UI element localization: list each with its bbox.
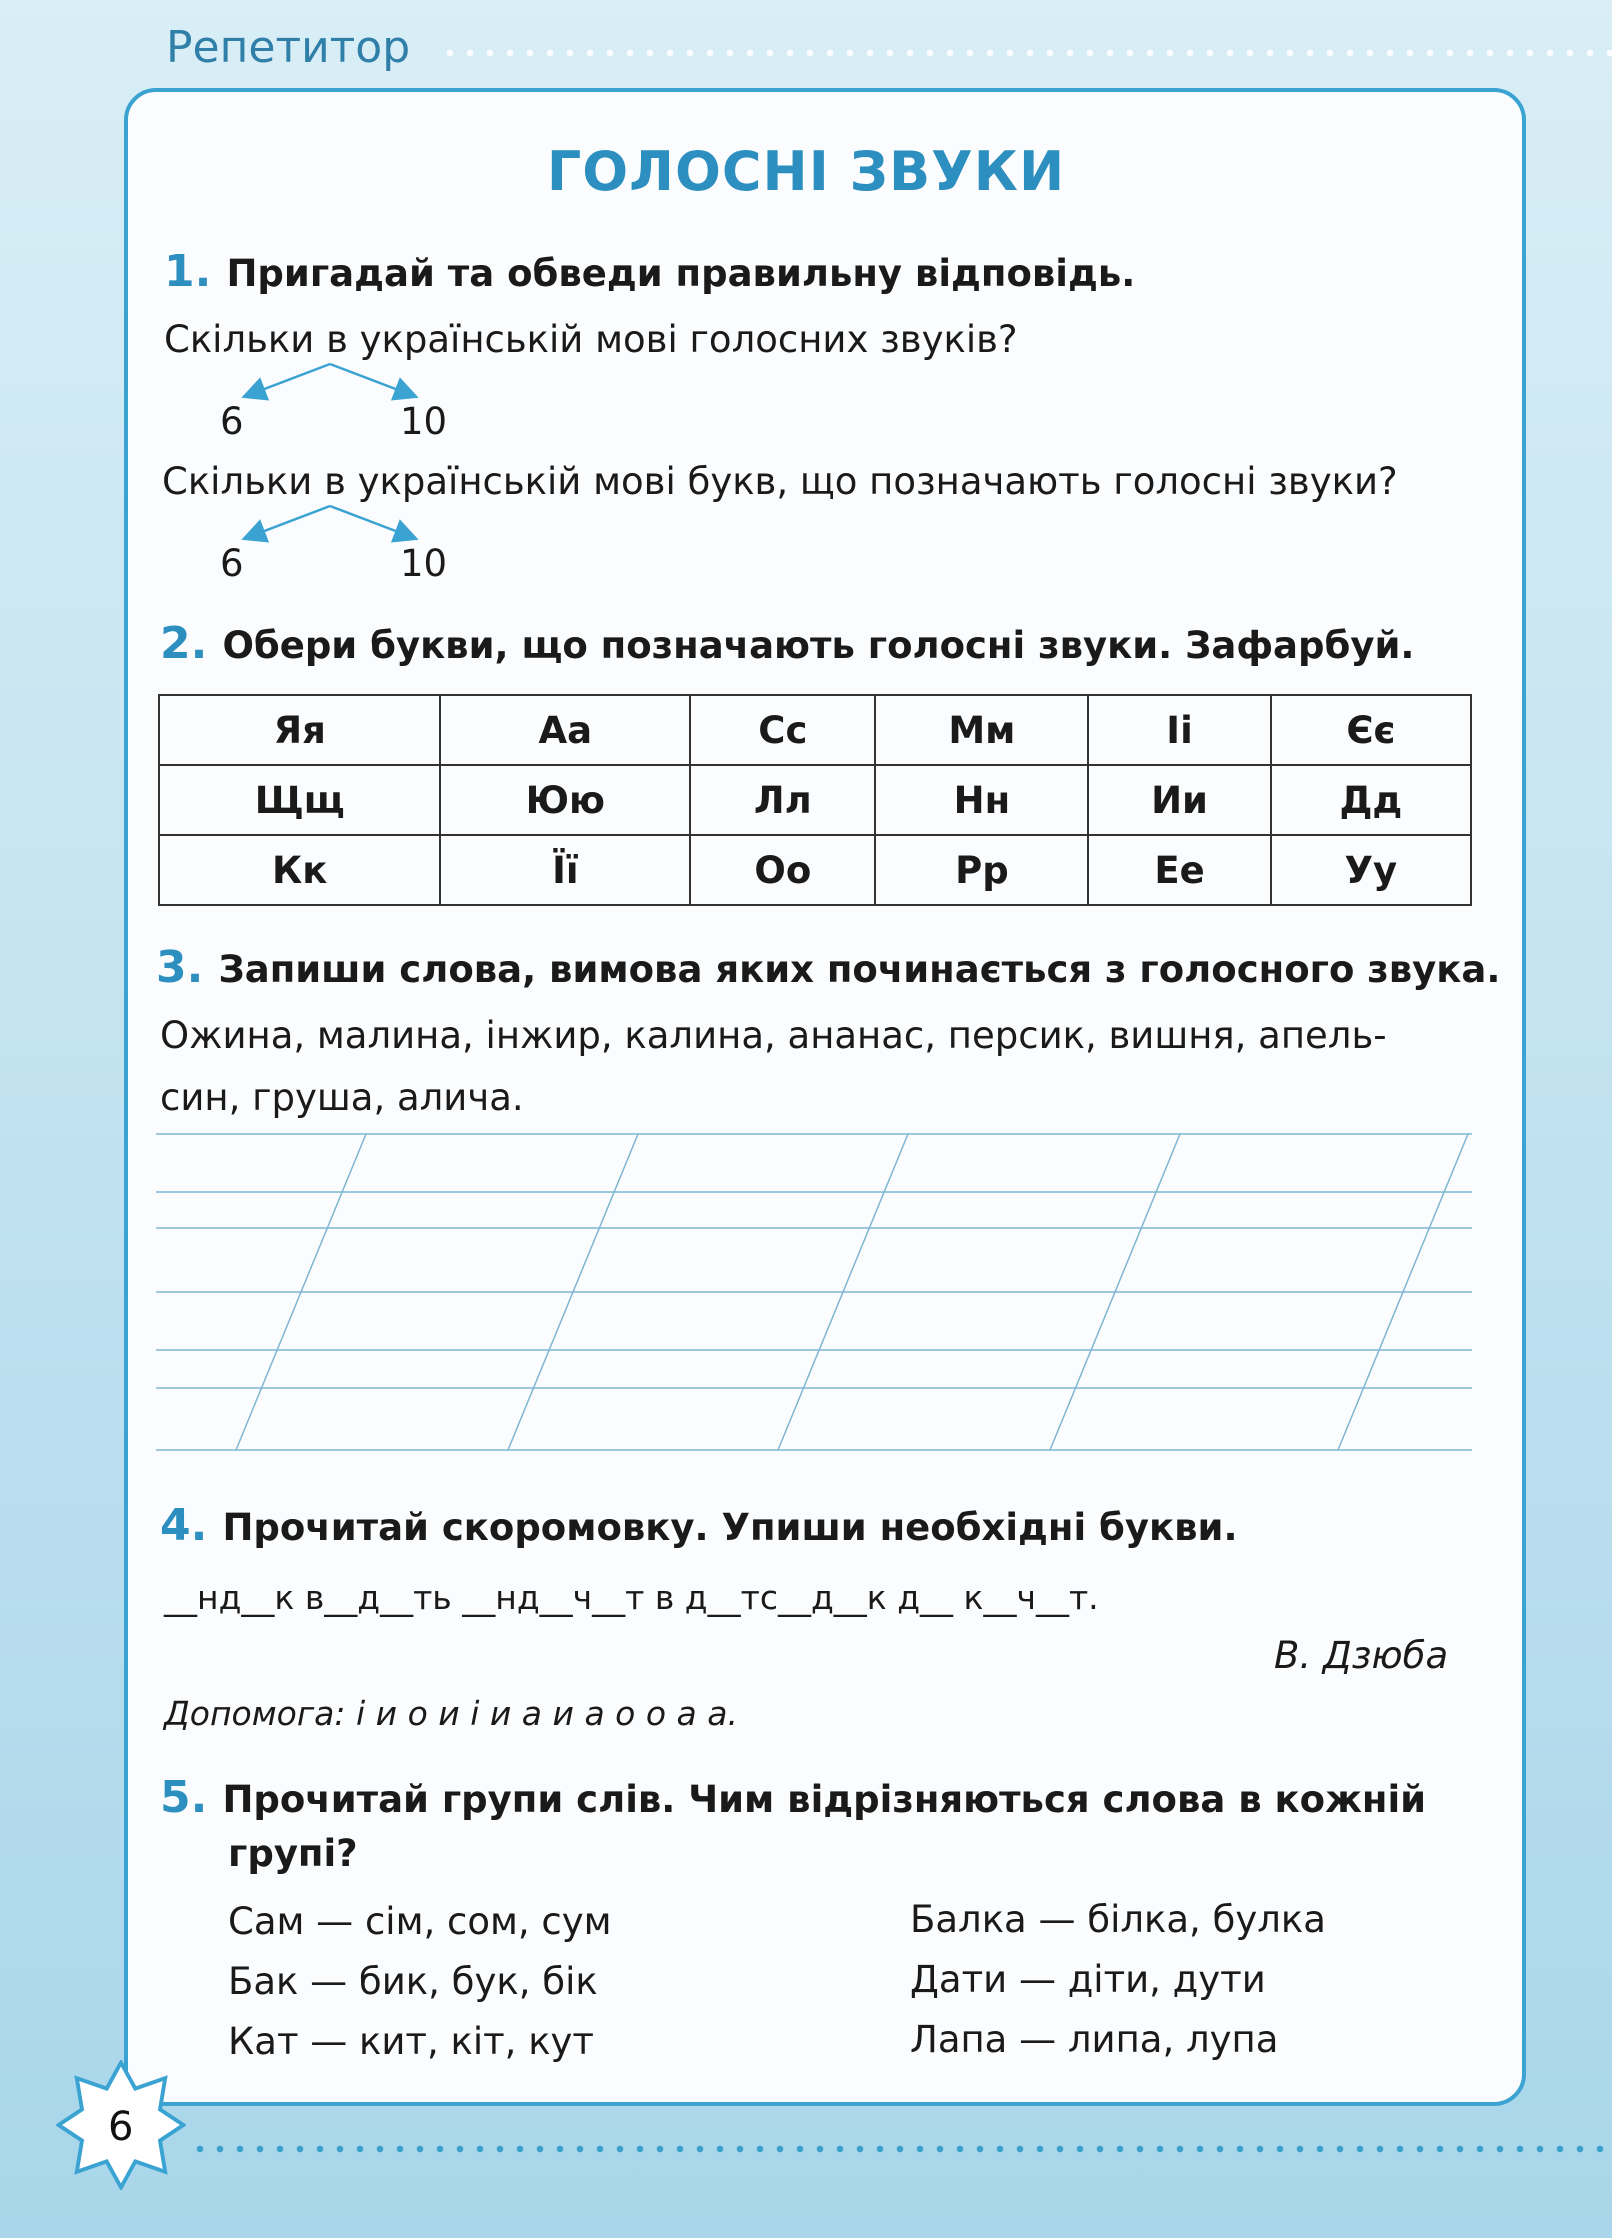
task2 [160, 618, 1414, 669]
task5-instruction-line2: групі? [228, 1832, 358, 1875]
letter-cell[interactable]: Яя [159, 695, 440, 765]
letter-cell[interactable]: Кк [159, 835, 440, 905]
letter-cell[interactable]: Мм [875, 695, 1088, 765]
letter-cell[interactable]: Дд [1271, 765, 1471, 835]
task1-question2: Скільки в українській мові букв, що позначають голосні звуки? [162, 460, 1398, 503]
letters-table [158, 694, 1472, 906]
q1-option-10[interactable]: 10 [400, 400, 448, 443]
letter-cell[interactable]: Нн [875, 765, 1088, 835]
letter-cell[interactable]: Єє [1271, 695, 1471, 765]
bottom-dot-decoration [190, 2144, 1612, 2154]
list-item: Дати — діти, дути [910, 1958, 1266, 2001]
q1-option-6[interactable]: 6 [220, 400, 244, 443]
page-title: ГОЛОСНІ ЗВУКИ [546, 140, 1066, 203]
task5-number: 5. [160, 1772, 208, 1823]
table-row [159, 765, 1471, 835]
header-title: Репетитор [166, 22, 411, 73]
tongue-twister[interactable]: __нд__к в__д__ть __нд__ч__т в д__тс__д__к д__ к__ч__т. [164, 1578, 1099, 1617]
q2-arrows [230, 502, 430, 544]
task1-question1: Скільки в українській мові голосних звуків? [164, 318, 1018, 361]
task1-number: 1. [164, 246, 212, 297]
author: В. Дзюба [1274, 1634, 1449, 1677]
letter-cell[interactable]: Оо [690, 835, 875, 905]
task3-number: 3. [156, 942, 204, 993]
list-item: Балка — білка, булка [910, 1898, 1326, 1941]
letter-cell[interactable]: Уу [1271, 835, 1471, 905]
task5-instruction-line1: Прочитай групи слів. Чим відрізняються слова в кожній [222, 1778, 1427, 1821]
letter-cell[interactable]: Лл [690, 765, 875, 835]
task3 [156, 942, 1500, 993]
top-dot-decoration [440, 48, 1612, 58]
task5 [160, 1772, 1426, 1823]
task1-instruction: Пригадай та обведи правильну відповідь. [226, 252, 1136, 295]
task3-instruction: Запиши слова, вимова яких починається з голосного звука. [218, 948, 1501, 991]
writing-lines[interactable] [156, 1128, 1476, 1458]
letter-cell[interactable]: Іі [1088, 695, 1270, 765]
list-item: Сам — сім, сом, сум [228, 1900, 612, 1943]
letter-cell[interactable]: Юю [440, 765, 690, 835]
letter-cell[interactable]: Ии [1088, 765, 1270, 835]
list-item: Бак — бик, бук, бік [228, 1960, 598, 2003]
list-item: Лапа — липа, лупа [910, 2018, 1279, 2061]
table-row [159, 835, 1471, 905]
letter-cell[interactable]: Сс [690, 695, 875, 765]
task1 [164, 246, 1135, 297]
letter-cell[interactable]: Її [440, 835, 690, 905]
task4-instruction: Прочитай скоромовку. Упиши необхідні букви. [222, 1506, 1238, 1549]
task4 [160, 1500, 1238, 1551]
task2-number: 2. [160, 618, 208, 669]
page-number: 6 [108, 2104, 134, 2150]
letter-cell[interactable]: Ее [1088, 835, 1270, 905]
table-row [159, 695, 1471, 765]
task3-text-line2: син, груша, алича. [160, 1076, 524, 1119]
list-item: Кат — кит, кіт, кут [228, 2020, 594, 2063]
letter-cell[interactable]: Аа [440, 695, 690, 765]
q2-option-6[interactable]: 6 [220, 542, 244, 585]
task3-text-line1: Ожина, малина, інжир, калина, ананас, персик, вишня, апель- [160, 1014, 1387, 1057]
letter-cell[interactable]: Рр [875, 835, 1088, 905]
letter-cell[interactable]: Щщ [159, 765, 440, 835]
task4-number: 4. [160, 1500, 208, 1551]
q2-option-10[interactable]: 10 [400, 542, 448, 585]
task2-instruction: Обери букви, що позначають голосні звуки. Зафарбуй. [222, 624, 1415, 667]
q1-arrows [230, 360, 430, 402]
help-text: Допомога: і и о и і и а и а о о а а. [164, 1694, 738, 1733]
